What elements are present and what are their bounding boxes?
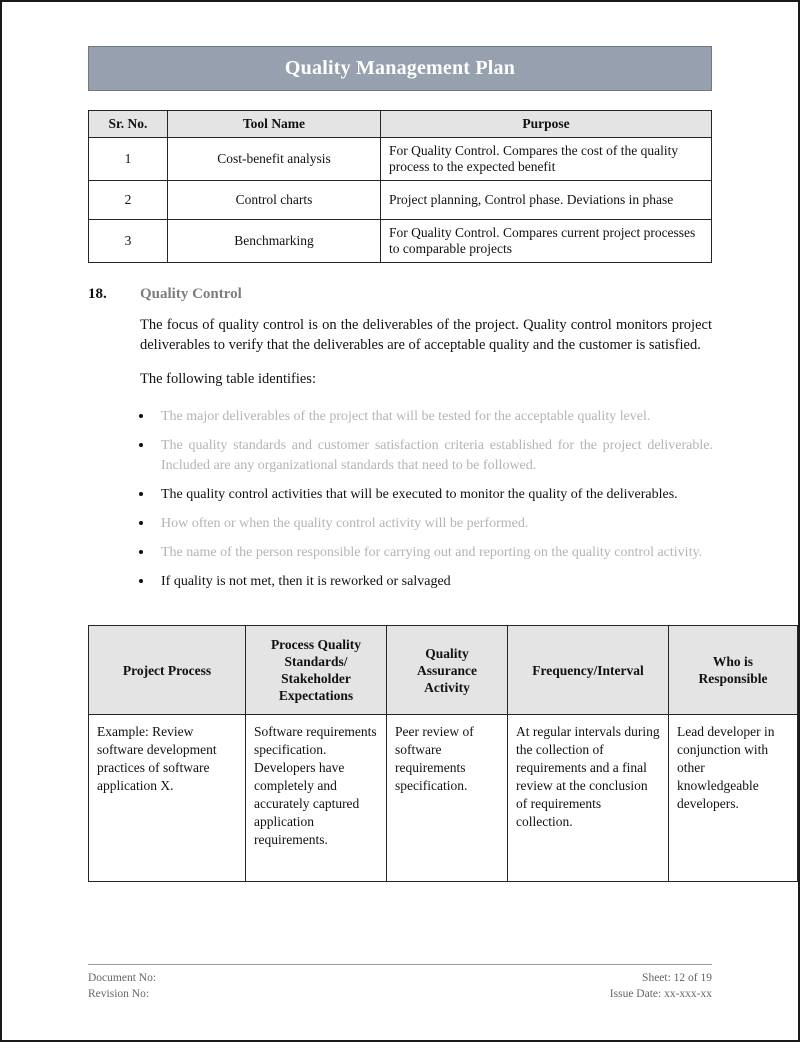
footer-revision-no: Revision No: [88,988,150,1000]
section-number: 18. [88,286,107,302]
header-line-1: Quality [425,645,469,661]
bullet-dot-icon [139,550,143,554]
quality-tools-table-head [89,111,712,138]
quality-control-table-body [89,715,798,882]
quality-tools-table-body [89,138,712,263]
quality-tools-table-container [88,110,712,263]
header-line-1: Process Quality [270,637,362,652]
list-item-label: The name of the person responsible for carrying out and reporting on the quality control activity. [161,545,703,560]
footer-right [610,970,712,1002]
header-line-2: Standards/ [284,654,348,669]
bullet-dot-icon [139,414,143,418]
column-header-process-quality-standards [246,626,387,715]
header-line-2: Assurance [417,662,477,678]
list-item [133,407,713,427]
bullet-dot-icon [139,579,143,583]
cell-purpose: Project planning, Control phase. Deviations in phase [381,181,712,220]
column-header-who-is-responsible [669,626,798,715]
header-line-3: Activity [424,679,470,695]
cell-sr-no: 1 [89,138,168,181]
list-item-label: The quality standards and customer satisfaction criteria established for the project deliverable. Included are any organizational standards that need to be followed. [161,438,713,473]
cell-tool-name: Cost-benefit analysis [168,138,381,181]
list-item-label: The major deliverables of the project that will be tested for the acceptable quality level. [161,409,651,424]
cell-purpose: For Quality Control. Compares the cost of the quality process to the expected benefit [381,138,712,181]
page-footer [88,964,712,1002]
cell-sr-no: 2 [89,181,168,220]
column-header-quality-assurance-activity [387,626,508,715]
quality-control-table-container [88,625,798,882]
list-item [133,543,713,563]
header-line-2: Responsible [698,671,768,686]
paragraph-quality-control-focus: The focus of quality control is on the deliverables of the project. Quality control monitors project deliverables to verify that the deliverables are of acceptable quality and the customer is satisfied. [140,317,712,353]
section-title: Quality Control [140,286,242,302]
bullet-dot-icon [139,443,143,447]
header-line-3: Stakeholder [281,671,351,686]
column-header-purpose: Purpose [381,111,712,138]
cell-tool-name: Control charts [168,181,381,220]
list-item-label: If quality is not met, then it is reworked or salvaged [161,574,451,589]
table-row [89,715,798,882]
list-item-label: How often or when the quality control activity will be performed. [161,516,529,531]
column-header-frequency-interval: Frequency/Interval [508,626,669,715]
quality-control-bullet-list [133,407,713,601]
cell-frequency-interval: At regular intervals during the collection of requirements and a final review at the conclusion of requirements collection. [508,715,669,882]
header-line-1: Who is [712,654,754,669]
quality-control-table [88,625,798,882]
column-header-sr-no: Sr. No. [89,111,168,138]
list-item [133,572,713,592]
cell-tool-name: Benchmarking [168,220,381,263]
list-item [133,514,713,534]
section-heading [88,286,712,303]
bullet-dot-icon [139,521,143,525]
table-row [89,220,712,263]
footer-left [88,970,156,1002]
table-row [89,181,712,220]
footer-issue-date: Issue Date: xx-xxx-xx [609,988,712,1000]
cell-purpose: For Quality Control. Compares current project processes to comparable projects [381,220,712,263]
table-row [89,138,712,181]
section-body [140,315,712,403]
bullet-dot-icon [139,492,143,496]
header-line-4: Expectations [278,688,354,703]
list-item [133,485,713,505]
table-header-row [89,626,798,715]
cell-who-is-responsible: Lead developer in conjunction with other knowledgeable developers. [669,715,798,882]
footer-sheet-number: Sheet: 12 of 19 [642,972,712,984]
page-title: Quality Management Plan [284,57,516,79]
table-header-row [89,111,712,138]
quality-tools-table [88,110,712,263]
cell-quality-assurance-activity: Peer review of software requirements specification. [387,715,508,882]
cell-project-process: Example: Review software development practices of software application X. [89,715,246,882]
column-header-project-process: Project Process [89,626,246,715]
list-item-label: The quality control activities that will be executed to monitor the quality of the deliverables. [161,487,678,502]
quality-control-table-head [89,626,798,715]
list-item [133,436,713,476]
footer-document-no: Document No: [88,972,157,984]
column-header-tool-name: Tool Name [168,111,381,138]
cell-process-quality-standards: Software requirements specification. Developers have completely and accurately captured application requirements. [246,715,387,882]
paragraph-table-intro: The following table identifies: [140,371,316,387]
cell-sr-no: 3 [89,220,168,263]
document-title-banner [88,46,712,91]
